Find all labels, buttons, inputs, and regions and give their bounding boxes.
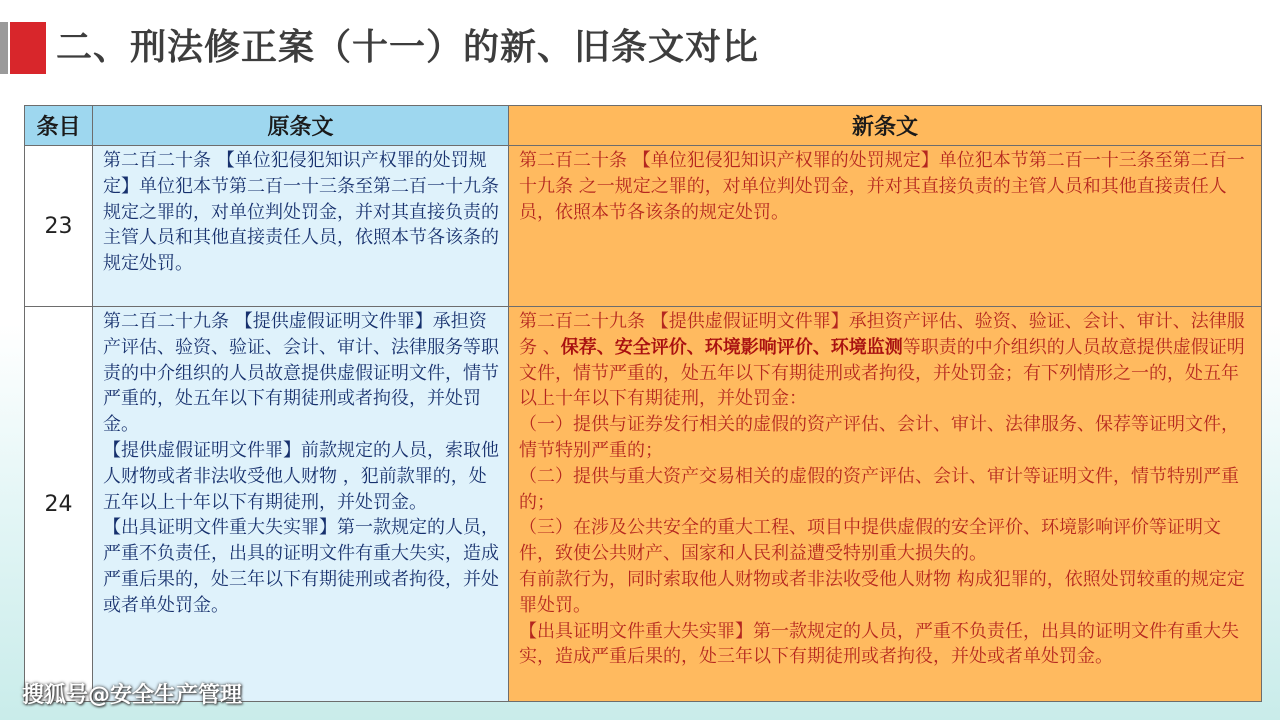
new-text-cell <box>509 146 1262 307</box>
new-item: 有前款行为，同时索取他人财物或者非法收受他人财物 构成犯罪的，依照处罚较重的规定定罪处罚。 <box>519 568 1245 616</box>
original-text-cell <box>93 307 509 702</box>
original-paragraph: 【提供虚假证明文件罪】前款规定的人员，索取他人财物或者非法收受他人财物 ，犯前款罪的，处五年以上十年以下有期徒刑，并处罚金。 <box>103 439 499 513</box>
table-header-row <box>25 106 1262 146</box>
new-intro-highlight: 保荐、安全评价、环境影响评价、环境监测 <box>560 336 903 358</box>
new-item: （一）提供与证券发行相关的虚假的资产评估、会计、审计、法律服务、保荐等证明文件，情节特别严重的； <box>519 414 1239 461</box>
original-text-cell <box>93 146 509 307</box>
original-paragraph: 第二百二十九条 【提供虚假证明文件罪】承担资产评估、验资、验证、会计、审计、法律服务等职责的中介组织的人员故意提供虚假证明文件，情节严重的，处五年以下有期徒刑或者拘役，并处罚金。 <box>103 311 499 436</box>
new-item: （二）提供与重大资产交易相关的虚假的资产评估、会计、审计等证明文件，情节特别严重的； <box>519 465 1239 513</box>
original-paragraph: 第二百二十条 【单位犯侵犯知识产权罪的处罚规定】单位犯本节第二百一十三条至第二百一十九条规定之罪的，对单位判处罚金，并对其直接负责的主管人员和其他直接责任人员，依照本节各该条的规定处罚。 <box>103 150 499 275</box>
header-original-text: 原条文 <box>93 106 509 146</box>
new-text-cell <box>509 307 1262 702</box>
original-paragraph: 【出具证明文件重大失实罪】第一款规定的人员，严重不负责任，出具的证明文件有重大失实，造成严重后果的，处三年以下有期徒刑或者拘役，并处或者单处罚金。 <box>103 517 499 616</box>
row-number: 24 <box>25 307 93 702</box>
title-accent-red <box>10 22 46 74</box>
header-new-text: 新条文 <box>509 106 1262 146</box>
watermark: 搜狐号@安全生产管理 <box>22 683 243 708</box>
table-row <box>25 307 1262 702</box>
new-intro-after: 等职责的中介组织的人员故意提供虚假证明文件，情节严重的，处五年以下有期徒刑或者拘役，并处罚金；有下列情形之一的，处五年以上十年以下有期徒刑，并处罚金： <box>519 336 1245 410</box>
new-item: （三）在涉及公共安全的重大工程、项目中提供虚假的安全评价、环境影响评价等证明文件，致使公共财产、国家和人民利益遭受特别重大损失的。 <box>519 517 1221 565</box>
row-number: 23 <box>25 146 93 307</box>
title-accent-gray <box>0 22 8 74</box>
new-intro-before: 第二百二十九条 【提供虚假证明文件罪】承担资产评估、验资、验证、会计、审计、法律服务 、 <box>519 311 1245 358</box>
header-item-number: 条目 <box>25 106 93 146</box>
new-paragraph-intro <box>519 309 1253 412</box>
table-row <box>25 146 1262 307</box>
new-item: 【出具证明文件重大失实罪】第一款规定的人员，严重不负责任，出具的证明文件有重大失实，造成严重后果的，处三年以下有期徒刑或者拘役，并处或者单处罚金。 <box>519 620 1239 668</box>
new-paragraph: 第二百二十条 【单位犯侵犯知识产权罪的处罚规定】单位犯本节第二百一十三条至第二百一十九条 之一规定之罪的，对单位判处罚金，并对其直接负责的主管人员和其他直接责任人员，依照本节各该条的规定处罚。 <box>519 150 1245 223</box>
comparison-table <box>24 105 1262 702</box>
slide-title: 二、刑法修正案（十一）的新、旧条文对比 <box>56 27 760 68</box>
